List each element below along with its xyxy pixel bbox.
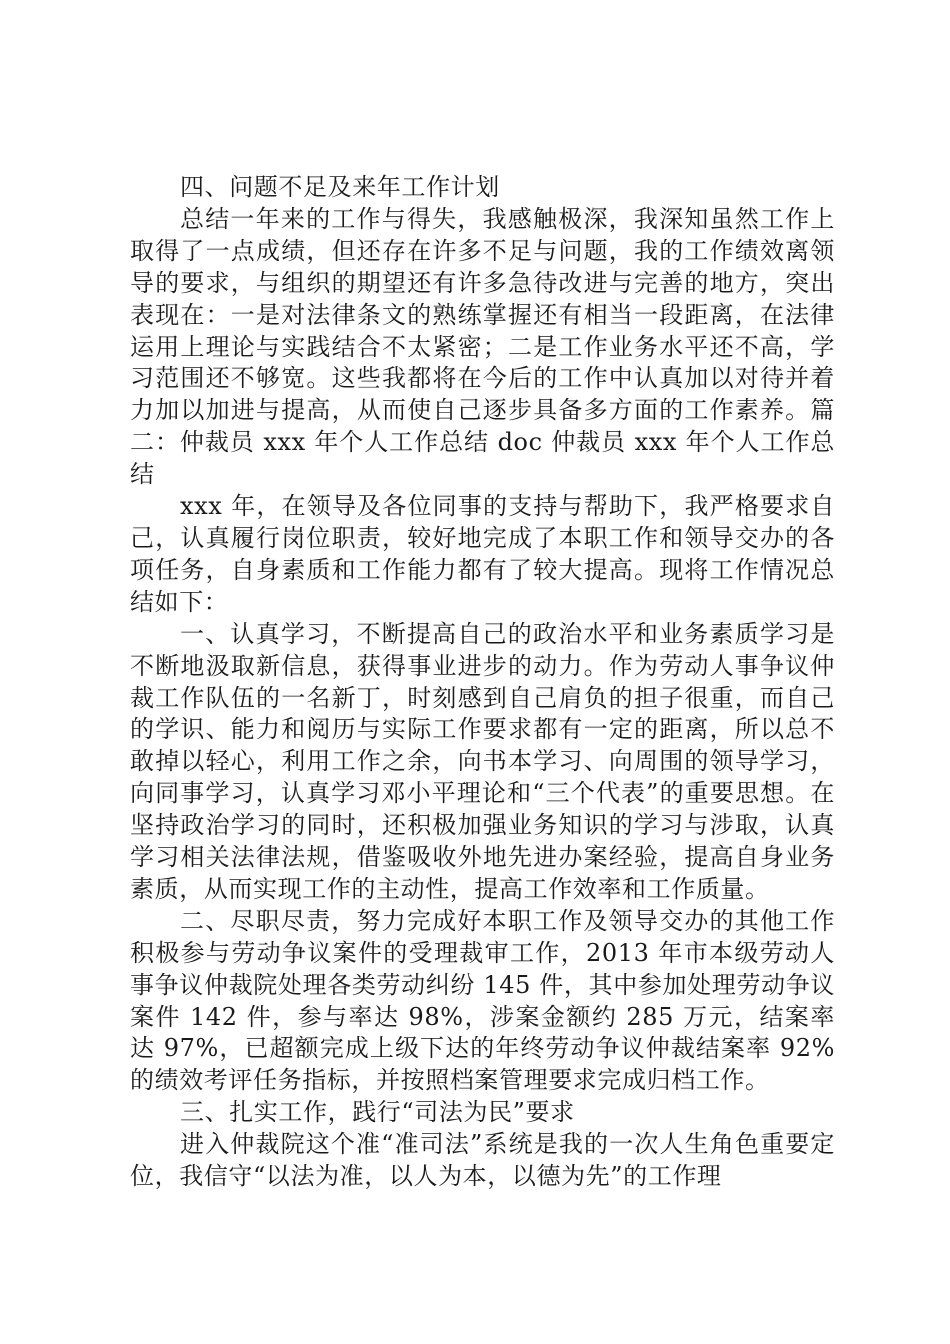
paragraph-section-one-study: 一、认真学习，不断提高自己的政治水平和业务素质学习是不断地汲取新信息，获得事业进步的动力。作为劳动人事争议仲裁工作队伍的一名新丁，时刻感到自己肩负的担子很重，而自己的学识、能力和阅历与实际工作要求都有一定的距离，所以总不敢掉以轻心，利用工作之余，向书本学习、向周围的领导学习，向同事学习，认真学习邓小平理论和“三个代表”的重要思想。在坚持政治学习的同时，还积极加强业务知识的学习与涉取，认真学习相关法律法规，借鉴吸收外地先进办案经验，提高自身业务素质，从而实现工作的主动性，提高工作效率和工作质量。	[130, 619, 835, 903]
paragraph-intro: xxx 年，在领导及各位同事的支持与帮助下，我严格要求自己，认真履行岗位职责，较好地完成了本职工作和领导交办的各项任务，自身素质和工作能力都有了较大提高。现将工作情况总结如下：	[130, 492, 835, 616]
section-heading-problems-plan: 四、问题不足及来年工作计划	[180, 173, 500, 201]
document-body	[130, 172, 835, 1193]
paragraph-summary-shortcomings: 总结一年来的工作与得失，我感触极深，我深知虽然工作上取得了一点成绩，但还存在许多不足与问题，我的工作绩效离领导的要求，与组织的期望还有许多急待改进与完善的地方，突出表现在：一是对法律条文的熟练掌握还有相当一段距离，在法律运用上理论与实践结合不太紧密；二是工作业务水平还不高，学习范围还不够宽。这些我都将在今后的工作中认真加以对待并着力加以加进与提高，从而使自己逐步具备多方面的工作素养。篇二：仲裁员 xxx 年个人工作总结 doc 仲裁员 xxx 年个人工作总结	[130, 204, 835, 489]
paragraph-section-two-duty: 二、尽职尽责，努力完成好本职工作及领导交办的其他工作积极参与劳动争议案件的受理裁审工作，2013 年市本级劳动人事争议仲裁院处理各类劳动纠纷 145 件，其中参加处理劳动争议案件 142 件，参与率达 98%，涉案金额约 285 万元，结案率达 97%，已超额完成上级下达的年终劳动争议仲裁结案率 92%的绩效考评任务指标，并按照档案管理要求完成归档工作。	[130, 906, 835, 1095]
section-heading-three: 三、扎实工作，践行“司法为民”要求	[180, 1098, 575, 1127]
paragraph-section-three-body: 进入仲裁院这个准“准司法”系统是我的一次人生角色重要定位，我信守“以法为准，以人为本，以德为先”的工作理	[130, 1130, 835, 1191]
